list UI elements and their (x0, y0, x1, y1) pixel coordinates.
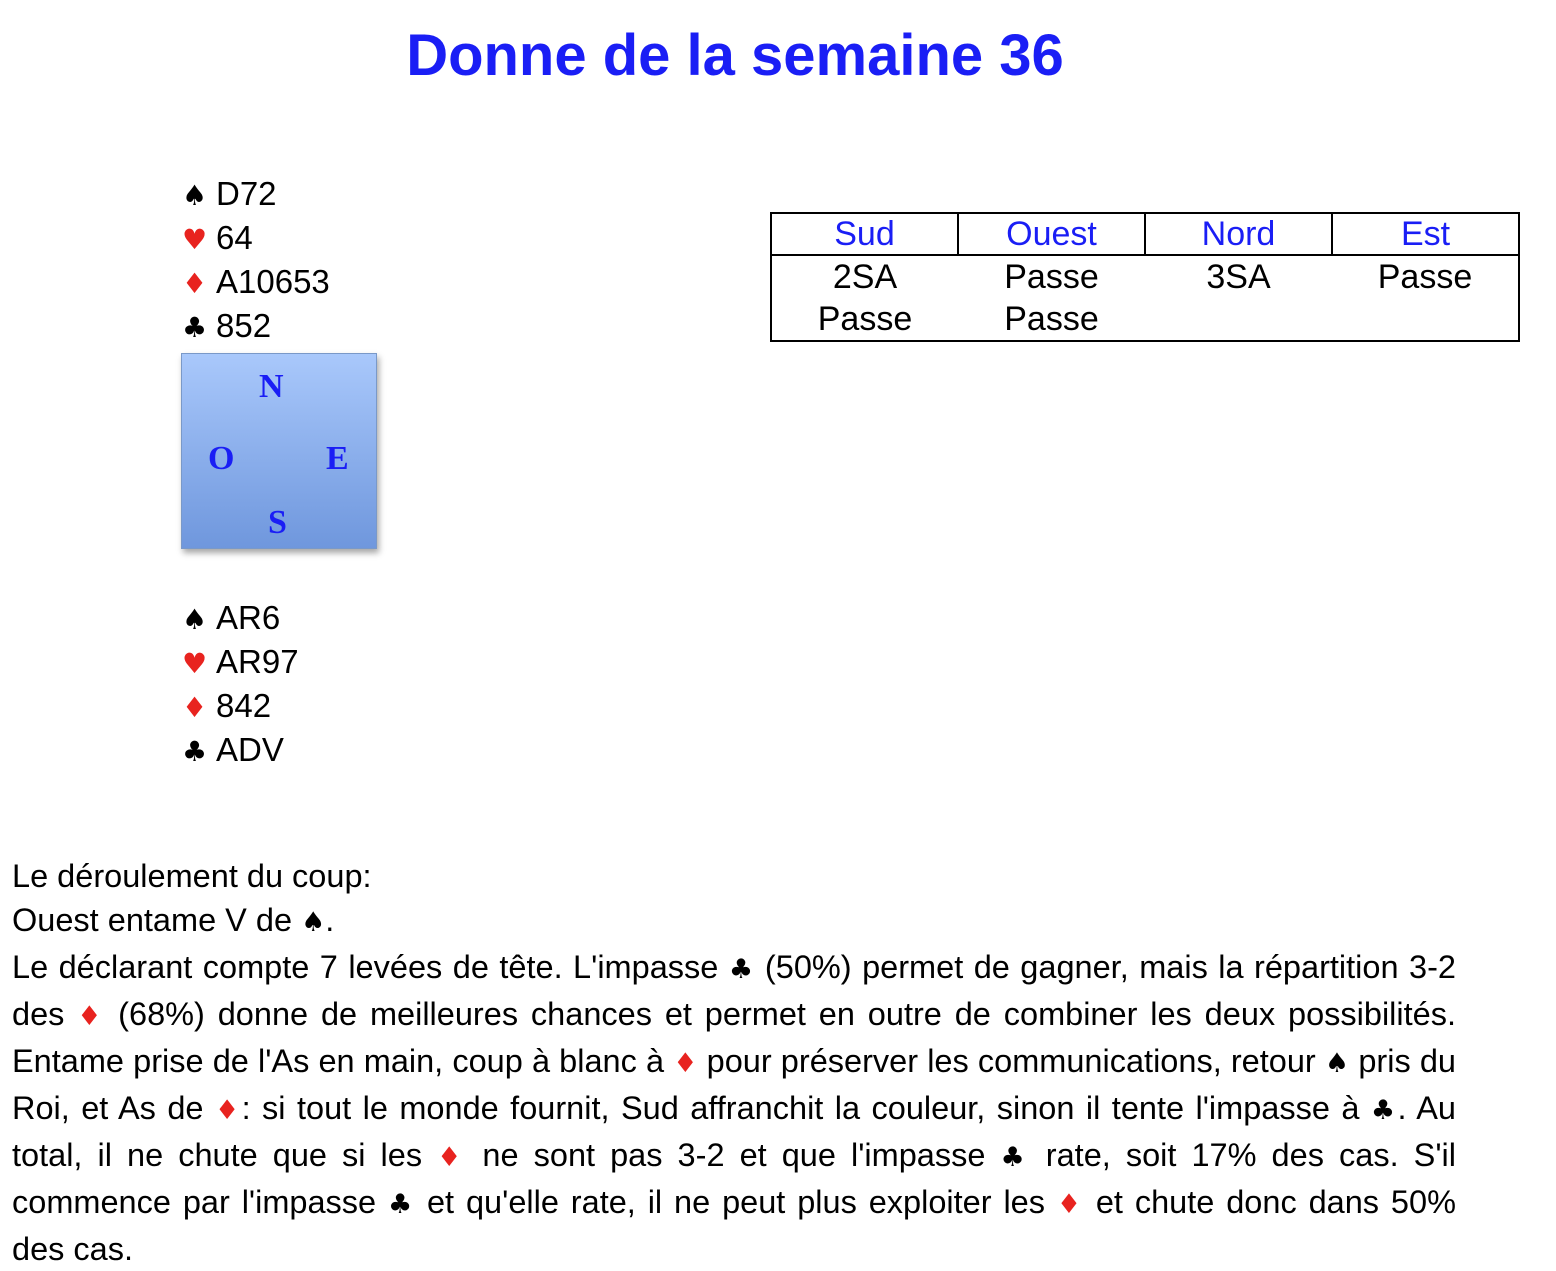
south-diamonds-cards: 842 (216, 687, 272, 724)
explanation-text: pour préserver les communications, retour (697, 1043, 1325, 1079)
compass-east-label: E (326, 440, 349, 477)
bid-cell: Passe (1377, 258, 1473, 296)
spade-icon: ♠ (1324, 1048, 1350, 1079)
explanation-heading: Le déroulement du coup: (12, 858, 372, 894)
bidding-row (771, 255, 1519, 298)
lead-text: Ouest entame V de (12, 902, 302, 938)
north-diamonds-line (182, 260, 330, 304)
compass-box (181, 353, 377, 549)
club-icon: ♣ (728, 954, 755, 985)
bid-cell: 3SA (1206, 258, 1271, 296)
north-spades-line (182, 172, 330, 216)
diamond-icon: ♦ (437, 1142, 468, 1173)
south-spades-line (182, 596, 299, 640)
header-nord: Nord (1145, 213, 1332, 255)
north-spades-cards: D72 (216, 175, 277, 212)
diamond-icon: ♦ (673, 1048, 698, 1079)
club-icon: ♣ (182, 311, 208, 344)
south-spades-cards: AR6 (216, 599, 281, 636)
spade-icon: ♠ (182, 179, 208, 212)
bidding-row (771, 298, 1519, 341)
south-hearts-line (182, 640, 299, 684)
explanation-text: . Au total, il ne chute que si les (12, 1090, 1456, 1173)
bid-cell: Passe (817, 300, 913, 338)
bidding-header-row (771, 213, 1519, 255)
explanation-text: ne sont pas 3-2 et que l'impasse (467, 1137, 1001, 1173)
south-clubs-cards: ADV (216, 731, 284, 768)
club-icon: ♣ (182, 735, 208, 768)
page-title: Donne de la semaine 36 (406, 23, 1064, 88)
explanation-text: Le déclarant compte 7 levées de tête. L'impasse (12, 949, 729, 985)
north-clubs-line (182, 304, 330, 348)
heart-icon: ♥ (182, 647, 208, 680)
spade-icon: ♠ (182, 603, 208, 636)
club-icon: ♣ (1370, 1095, 1398, 1126)
north-diamonds-cards: A10653 (216, 263, 330, 300)
explanation-text: (50%) permet de gagner, mais la répartition 3-2 des (12, 949, 1456, 1032)
explanation-text: rate, soit 17% des cas. S'il commence par l'impasse (12, 1137, 1456, 1220)
heart-icon: ♥ (182, 223, 208, 256)
south-diamonds-line (182, 684, 299, 728)
south-hearts-cards: AR97 (216, 643, 299, 680)
diamond-icon: ♦ (182, 691, 208, 724)
diamond-icon: ♦ (214, 1095, 242, 1126)
header-est: Est (1332, 213, 1519, 255)
bid-cell (1145, 298, 1332, 341)
compass-south-label: S (268, 504, 287, 541)
explanation-text: (68%) donne de meilleures chances et permet en outre de combiner les deux possibilités. Entame prise de l'As en main, coup à blanc à (12, 996, 1456, 1079)
header-ouest: Ouest (958, 213, 1145, 255)
explanation-text: et chute donc dans 50% des cas. (12, 1184, 1456, 1267)
north-hand (182, 172, 330, 348)
north-clubs-cards: 852 (216, 307, 272, 344)
diamond-icon: ♦ (77, 1001, 106, 1032)
explanation-body (12, 945, 1456, 1271)
bid-cell: Passe (1004, 300, 1099, 338)
compass-west-label: O (208, 440, 235, 477)
compass-north-label: N (259, 368, 284, 405)
club-icon: ♣ (388, 1189, 416, 1220)
header-sud: Sud (771, 213, 958, 255)
explanation-section (12, 854, 1456, 1271)
club-icon: ♣ (1000, 1142, 1031, 1173)
spade-icon: ♠ (301, 907, 326, 938)
opening-lead-line (12, 898, 1456, 945)
bid-cell: Passe (1004, 258, 1099, 296)
north-hearts-line (182, 216, 330, 260)
explanation-text: : si tout le monde fournit, Sud affranchit la couleur, sinon il tente l'impasse à (241, 1090, 1371, 1126)
north-hearts-cards: 64 (216, 219, 253, 256)
explanation-text: pris du Roi, et As de (12, 1043, 1456, 1126)
south-clubs-line (182, 728, 299, 772)
bid-cell (1332, 298, 1519, 341)
lead-end: . (325, 902, 335, 938)
south-hand (182, 596, 299, 772)
diamond-icon: ♦ (182, 267, 208, 300)
bid-cell: 2SA (832, 258, 898, 296)
bidding-table (770, 212, 1520, 342)
diamond-icon: ♦ (1056, 1189, 1084, 1220)
explanation-text: et qu'elle rate, il ne peut plus exploiter les (415, 1184, 1057, 1220)
